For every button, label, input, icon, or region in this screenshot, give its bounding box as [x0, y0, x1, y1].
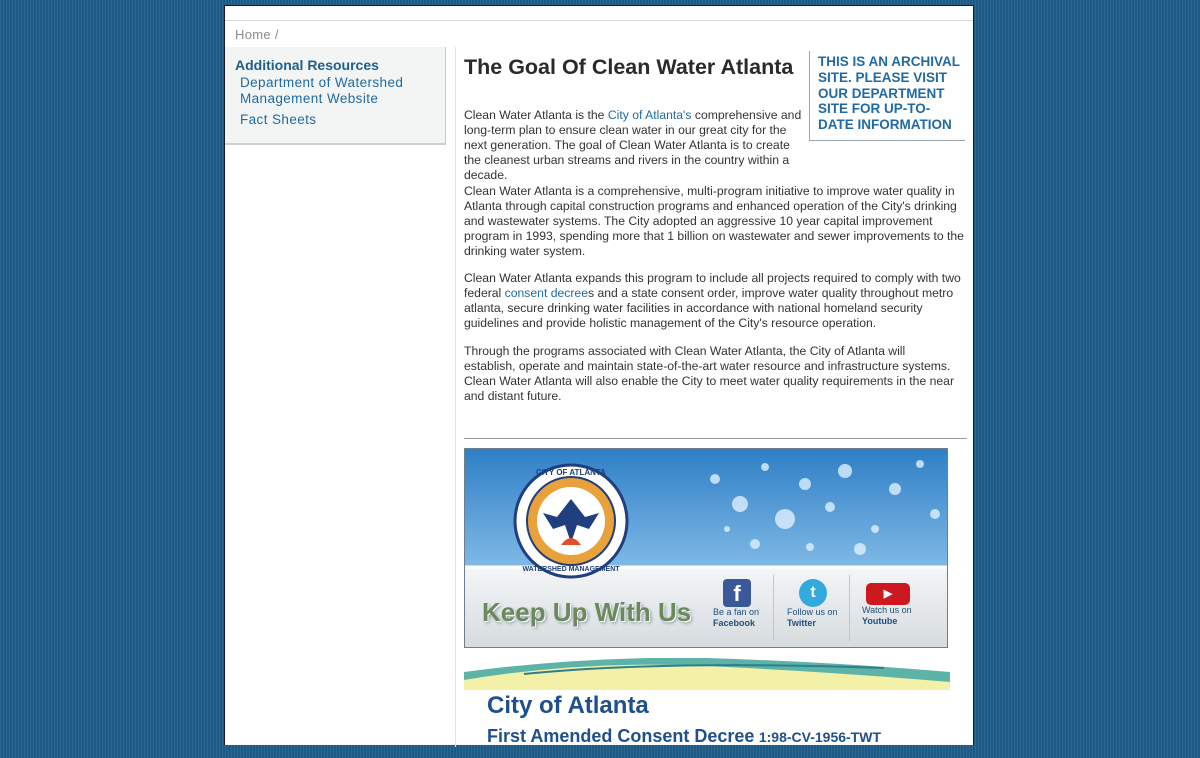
consent-decree-banner[interactable] [464, 658, 950, 758]
sidebar-link-watershed-website[interactable]: Department of Watershed Management Website [240, 75, 404, 106]
horizontal-rule [464, 438, 967, 439]
decree-swoosh-graphic [464, 658, 950, 692]
page-title: The Goal Of Clean Water Atlanta [464, 55, 794, 79]
watershed-seal-icon [513, 463, 629, 579]
twitter-link[interactable] [787, 579, 849, 629]
paragraph-intro-text-after: comprehensive and long-term plan to ensure clean water in our great city for the next generation. The goal of Clean Water Atlanta is to create the cleanest urban streams and rivers in the country within a decade. [464, 108, 802, 182]
paragraph-program-text-before: Clean Water Atlanta expands this program to include all projects required to comply with two federal [464, 271, 961, 300]
consent-decree-link[interactable]: consent decree [504, 286, 588, 300]
paragraph-program-text-after: s and a state consent order, improve water quality throughout metro atlanta, secure drinking water facilities in accordance with national homeland security guidelines and provide holistic management of the City's resource operation. [464, 286, 954, 330]
paragraph-program [464, 271, 969, 331]
top-bar [225, 6, 973, 21]
twitter-caption-line1: Follow us on [787, 607, 838, 617]
sidebar [225, 47, 446, 145]
youtube-caption-line2: Youtube [862, 616, 898, 626]
seal-text-top: CITY OF ATLANTA [536, 468, 606, 477]
decree-subtitle: First Amended Consent Decree [487, 726, 755, 746]
sidebar-title: Additional Resources [235, 57, 379, 73]
twitter-icon: t [799, 579, 827, 607]
youtube-icon: ▶ [866, 583, 910, 605]
facebook-caption-line1: Be a fan on [713, 607, 760, 617]
social-divider [849, 575, 850, 641]
seal-text-bottom: WATERSHED MANAGEMENT [522, 566, 620, 573]
youtube-caption-line1: Watch us on [862, 605, 912, 615]
breadcrumb-separator: / [274, 27, 279, 42]
paragraph-future: Through the programs associated with Clean Water Atlanta, the City of Atlanta will establish, operate and maintain state-of-the-art water resource and infrastructure systems. Clean Water Atlanta will also enable the City to meet water quality requirements in the near and distant future. [464, 344, 955, 403]
sidebar-link-fact-sheets[interactable]: Fact Sheets [240, 112, 317, 127]
page-container [224, 5, 974, 745]
decree-case-number: 1:98-CV-1956-TWT [758, 729, 882, 745]
social-divider [773, 575, 774, 641]
facebook-caption-line2: Facebook [713, 618, 756, 628]
archival-notice: THIS IS AN ARCHIVAL SITE. PLEASE VISIT OUR DEPARTMENT SITE FOR UP-TO-DATE INFORMATION [809, 51, 965, 141]
breadcrumb [235, 27, 279, 42]
banner-headline: Keep Up With Us [482, 597, 692, 627]
youtube-link[interactable] [862, 579, 924, 627]
facebook-link[interactable] [713, 579, 775, 629]
column-divider [455, 47, 456, 747]
paragraph-intro [464, 108, 809, 183]
paragraph-intro-text-before: Clean Water Atlanta is the [464, 108, 608, 122]
twitter-caption-line2: Twitter [787, 618, 816, 628]
decree-subtitle-line [487, 726, 881, 747]
facebook-icon: f [723, 579, 751, 607]
decree-title: City of Atlanta [487, 692, 649, 719]
breadcrumb-home-link[interactable]: Home [235, 27, 271, 42]
keep-up-banner [464, 448, 948, 648]
city-of-atlanta-link[interactable]: City of Atlanta's [607, 108, 692, 122]
paragraph-initiative: Clean Water Atlanta is a comprehensive, multi-program initiative to improve water quality in Atlanta through capital construction programs and enhanced operation of the City's drinking and wastewater systems. The City adopted an aggressive 10 year capital improvement program in 1993, spending more that 1 billion on wastewater and sewer improvements to the drinking water system. [464, 184, 964, 258]
